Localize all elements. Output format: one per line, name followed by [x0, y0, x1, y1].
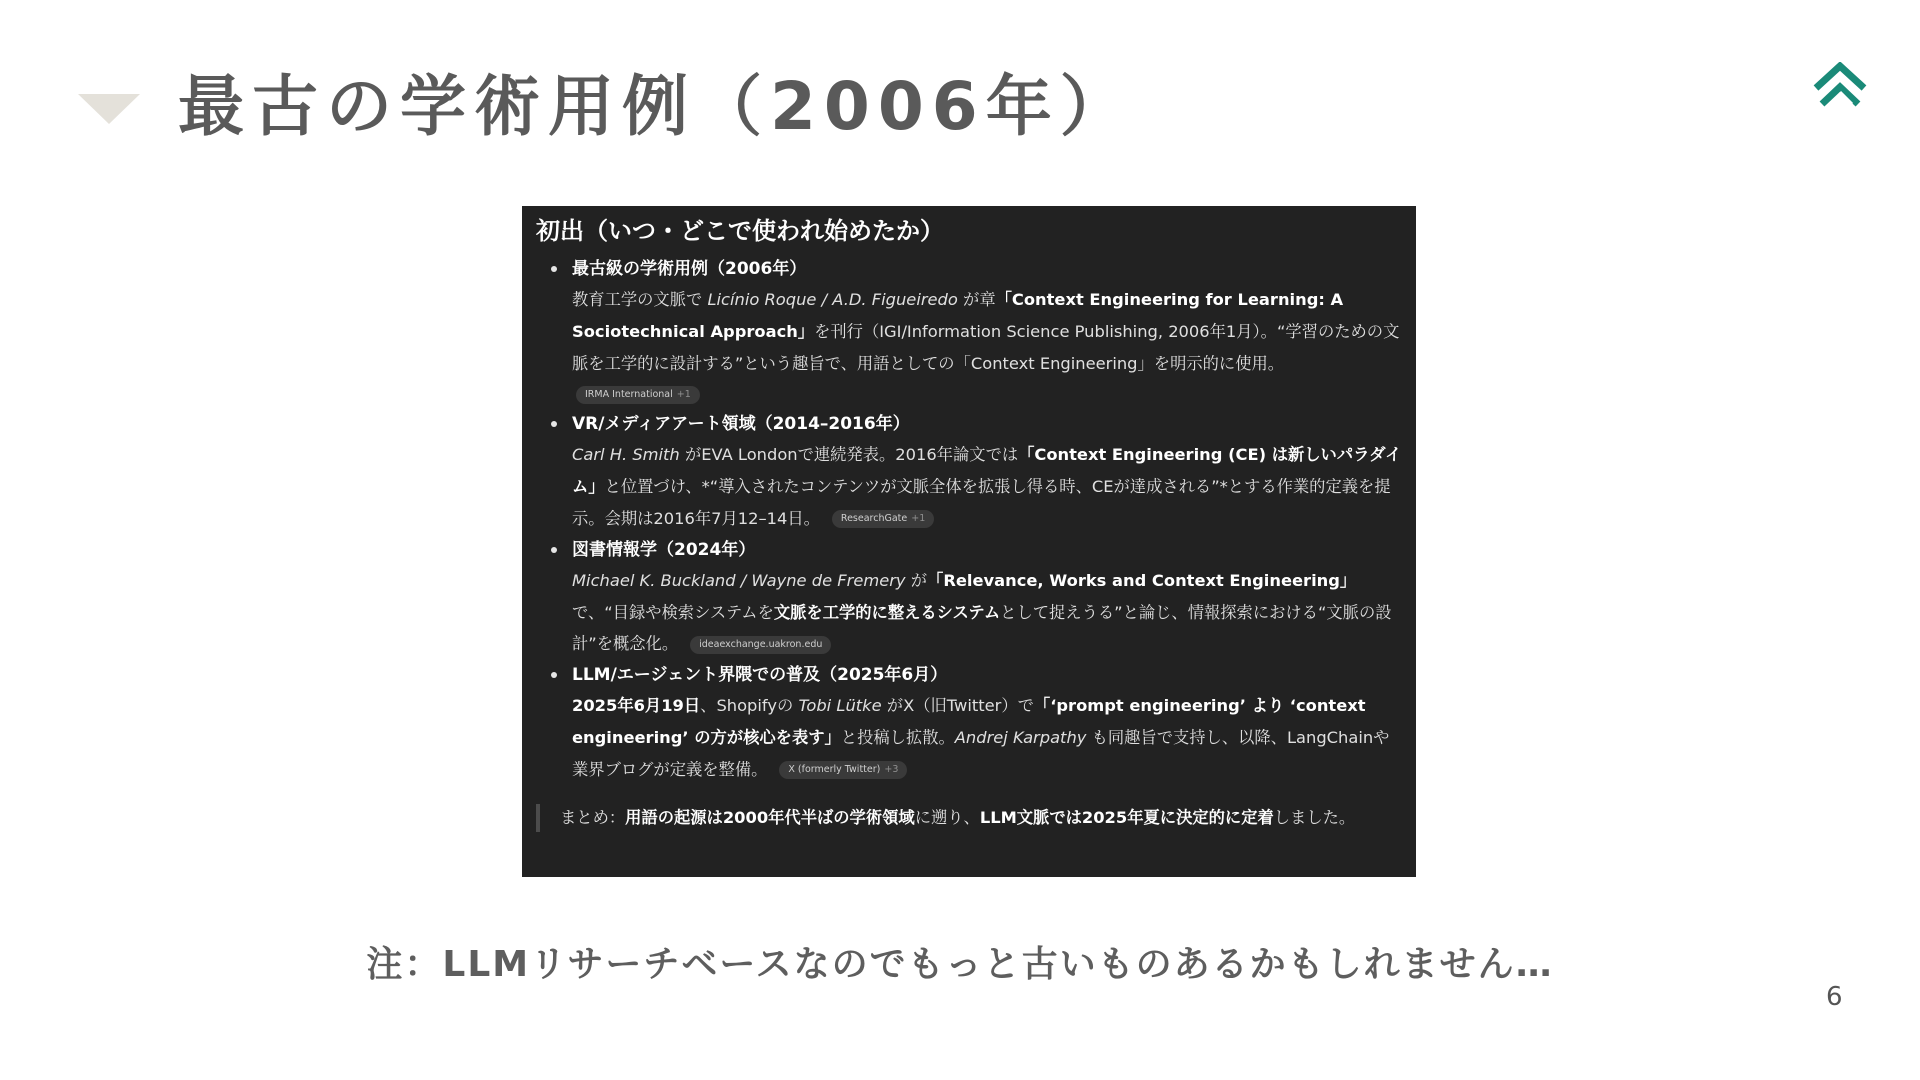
source-chip[interactable]: ideaexchange.uakron.edu [690, 636, 831, 654]
footnote: 注：LLMリサーチベースなのでもっと古いものあるかもしれません… [366, 944, 1554, 985]
page-number: 6 [1826, 982, 1843, 1012]
summary-quote: まとめ：用語の起源は2000年代半ばの学術領域に遡り、LLM文脈では2025年夏に決定的に定着しました。 [536, 804, 1398, 832]
bullet-icon [551, 672, 557, 678]
bullet-icon [551, 266, 557, 272]
slide-title: 最古の学術用例（2006年） [178, 68, 1134, 145]
origin-list [536, 254, 1404, 786]
bullet-icon [551, 421, 557, 427]
source-chip[interactable]: IRMA International +1 [576, 386, 700, 404]
source-chip[interactable]: X (formerly Twitter) +3 [779, 761, 907, 779]
item-body: 教育工学の文脈で Licínio Roque / A.D. Figueiredo が章「Context Engineering for Learning: A Sociotechnical Approach」を刊行（IGI/Information Science Publishing, 2006年1月）。“学習のための文脈を工学的に設計する”という趣旨で、用語としての「Context Engineering」を明示的に使用。 [572, 290, 1400, 373]
chevron-stack-logo-icon [1812, 62, 1868, 110]
section-triangle-icon [78, 94, 140, 124]
panel-heading: 初出（いつ・どこで使われ始めたか） [536, 217, 944, 245]
list-item [536, 660, 1404, 785]
item-body: Michael K. Buckland / Wayne de Fremery が「Relevance, Works and Context Engineering」で、“目録や検索システムを文脈を工学的に整えるシステムとして捉えうる”と論じ、情報探索における“文脈の設計”を概念化。 ideaexchange.uakron.edu [572, 570, 1392, 654]
list-item [536, 254, 1404, 409]
source-chip[interactable]: ResearchGate +1 [832, 510, 934, 528]
item-heading: LLM/エージェント界隈での普及（2025年6月） [572, 665, 948, 686]
item-heading: VR/メディアアート領域（2014–2016年） [572, 414, 910, 435]
screenshot-panel [522, 206, 1416, 877]
item-body: 2025年6月19日、Shopifyの Tobi Lütke がX（旧Twitter）で「‘prompt engineering’ より ‘context engineering’ の方が核心を表す」と投稿し拡散。Andrej Karpathy も同趣旨で支持し、以降、LangChainや業界ブログが定義を整備。 X (formerly Twitter) +3 [572, 696, 1390, 779]
item-heading: 図書情報学（2024年） [572, 539, 756, 560]
item-body: Carl H. Smith がEVA Londonで連続発表。2016年論文では「Context Engineering (CE) は新しいパラダイム」と位置づけ、*“導入されたコンテンツが文脈全体を拡張し得る時、CEが達成される”*とする作業的定義を提示。会期は2016年7月12–14日。 ResearchGate +1 [572, 445, 1402, 528]
item-heading: 最古級の学術用例（2006年） [572, 259, 807, 279]
list-item [536, 535, 1404, 660]
list-item [536, 409, 1404, 534]
bullet-icon [551, 547, 557, 553]
